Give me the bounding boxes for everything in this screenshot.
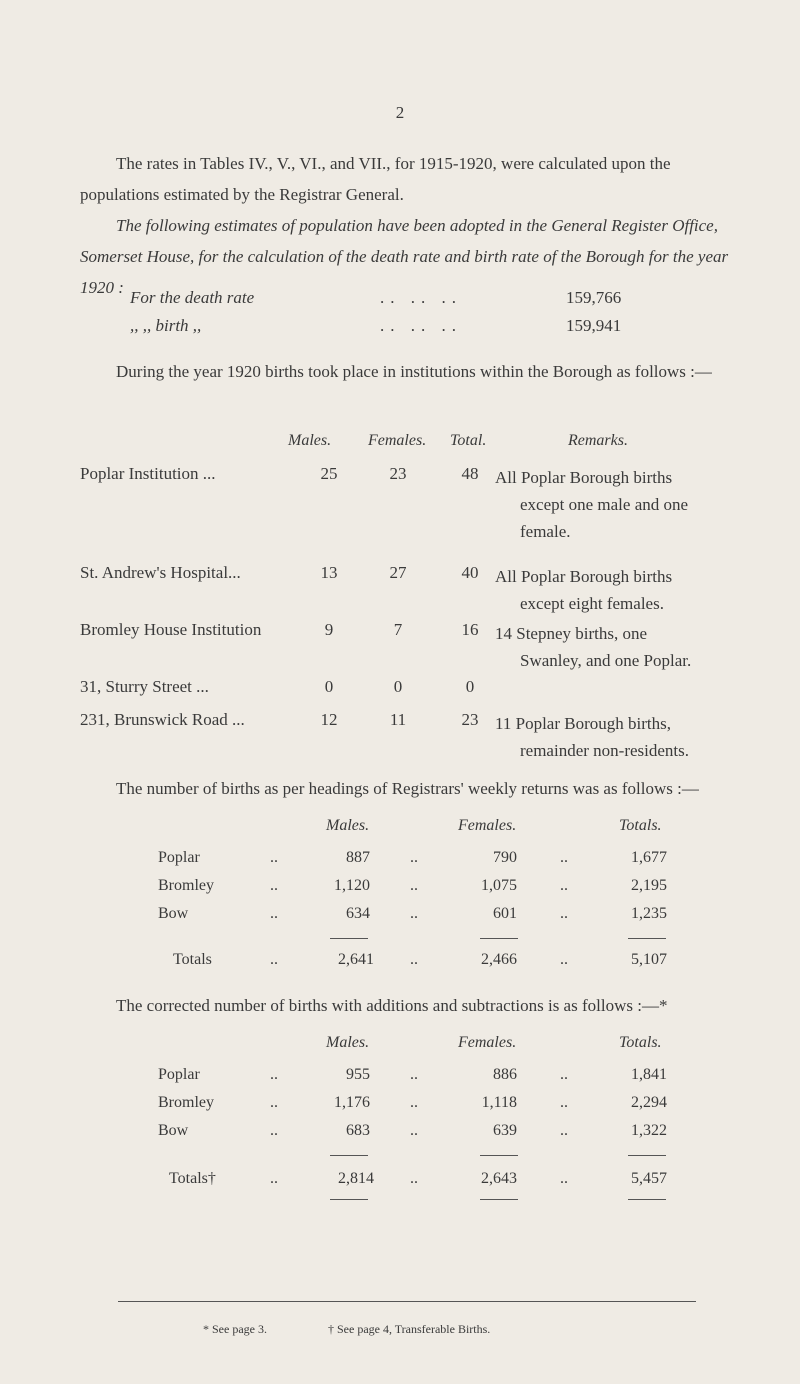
estimates-paragraph: The following estimates of population have been adopted in the General Register Office, Somerset House, for the calculation of the death rate and birth rate of the Borough for the year 1920 :: [80, 216, 729, 297]
cell-females: 1,118: [481, 1094, 517, 1111]
double-rule: [480, 1199, 518, 1200]
leader-dots: ..: [560, 1170, 568, 1187]
row-label: Totals†: [169, 1170, 216, 1187]
weekly-intro-paragraph: The number of births as per headings of Registrars' weekly returns was as follows :—: [116, 779, 699, 798]
row-label: Bromley: [158, 1094, 214, 1111]
cell-males: 1,176: [334, 1094, 370, 1111]
institution-remarks: [495, 710, 745, 764]
institution-males: 12: [320, 710, 338, 729]
institution-females: 23: [389, 464, 407, 483]
estimate-value: 159,941: [566, 316, 622, 335]
intro-paragraph: The rates in Tables IV., V., VI., and VII., for 1915-1920, were calculated upon the populations estimated by the Registrar General.: [80, 154, 671, 204]
institution-males: 13: [320, 563, 338, 582]
col-header-females: Females.: [458, 1034, 517, 1051]
cell-totals: 5,457: [631, 1170, 667, 1187]
cell-males: 1,120: [334, 877, 370, 894]
estimate-value: 159,766: [566, 288, 622, 307]
institution-total: 23: [461, 710, 479, 729]
header-total: Total.: [450, 432, 487, 449]
leader-dots: ..: [270, 1122, 278, 1139]
row-label: Poplar: [158, 849, 200, 866]
institution-females: 0: [393, 677, 403, 696]
page-number: 2: [395, 103, 405, 122]
remark-line: 14 Stepney births, one: [495, 624, 648, 643]
remark-line: except one male and one: [520, 495, 689, 514]
footnote-dagger: † See page 4, Transferable Births.: [328, 1322, 491, 1336]
leader-dots: ..: [560, 951, 568, 968]
institution-remarks: [495, 620, 745, 674]
corrected-intro-paragraph: The corrected number of births with additions and subtractions is as follows :—*: [116, 996, 668, 1015]
col-header-totals: Totals.: [619, 1034, 662, 1051]
institution-females: 11: [389, 710, 407, 729]
cell-males: 683: [346, 1122, 370, 1139]
leader-dots: ..: [410, 1170, 418, 1187]
births-intro-paragraph: During the year 1920 births took place in institutions within the Borough as follows :—: [116, 362, 712, 381]
leader-dots: ..: [270, 1170, 278, 1187]
leader-dots: ..: [270, 905, 278, 922]
sum-rule: [480, 1155, 518, 1156]
footnote-star: * See page 3.: [203, 1322, 267, 1336]
cell-females: 886: [493, 1066, 517, 1083]
leader-dots: ..: [410, 1122, 418, 1139]
remark-line: All Poplar Borough births: [495, 468, 673, 487]
cell-totals: 1,677: [631, 849, 667, 866]
institution-females: 27: [389, 563, 407, 582]
header-males: Males.: [288, 432, 332, 449]
institution-name: 31, Sturry Street ...: [80, 677, 209, 696]
cell-totals: 1,841: [631, 1066, 667, 1083]
row-label: Bow: [158, 905, 189, 922]
leader-dots: ..: [560, 1122, 568, 1139]
remark-line: remainder non-residents.: [520, 741, 689, 760]
col-header-males: Males.: [326, 1034, 370, 1051]
cell-females: 601: [493, 905, 517, 922]
col-header-males: Males.: [326, 817, 370, 834]
leader-dots: ..: [270, 1094, 278, 1111]
institution-name: Bromley House Institution: [80, 620, 262, 639]
leader-dots: ..: [410, 849, 418, 866]
institution-total: 16: [461, 620, 479, 639]
institution-total: 48: [461, 464, 479, 483]
col-header-females: Females.: [458, 817, 517, 834]
leader-dots: ..: [270, 951, 278, 968]
remark-line: female.: [520, 522, 571, 541]
leader-dots: ..: [410, 1094, 418, 1111]
cell-totals: 2,195: [631, 877, 667, 894]
footnote-divider: [118, 1301, 696, 1302]
sum-rule: [330, 1155, 368, 1156]
remark-line: All Poplar Borough births: [495, 567, 673, 586]
cell-males: 955: [346, 1066, 370, 1083]
leader-dots: ..: [560, 849, 568, 866]
leader-dots: ..: [560, 1066, 568, 1083]
remark-line: except eight females.: [520, 594, 664, 613]
cell-females: 2,643: [481, 1170, 517, 1187]
cell-males: 887: [346, 849, 370, 866]
institution-name: Poplar Institution ...: [80, 464, 216, 483]
row-label: Bow: [158, 1122, 189, 1139]
institution-name: 231, Brunswick Road ...: [80, 710, 245, 729]
col-header-totals: Totals.: [619, 817, 662, 834]
row-label: Totals: [173, 951, 212, 968]
row-label: Bromley: [158, 877, 214, 894]
leader-dots: .. .. ..: [380, 288, 462, 307]
cell-totals: 2,294: [631, 1094, 667, 1111]
estimate-death-rate: [130, 288, 690, 308]
institution-remarks: [495, 563, 745, 617]
double-rule: [330, 1199, 368, 1200]
leader-dots: ..: [270, 877, 278, 894]
institution-name: St. Andrew's Hospital...: [80, 563, 241, 582]
leader-dots: ..: [410, 877, 418, 894]
institution-males: 0: [324, 677, 334, 696]
header-females: Females.: [368, 432, 427, 449]
cell-totals: 5,107: [631, 951, 667, 968]
cell-males: 634: [346, 905, 370, 922]
leader-dots: ..: [410, 905, 418, 922]
institution-males: 25: [320, 464, 338, 483]
remark-line: Swanley, and one Poplar.: [520, 651, 692, 670]
cell-males: 2,814: [338, 1170, 374, 1187]
leader-dots: .. .. ..: [380, 316, 462, 335]
estimate-label: For the death rate: [130, 288, 255, 307]
institution-total: 0: [465, 677, 475, 696]
leader-dots: ..: [560, 905, 568, 922]
sum-rule: [628, 1155, 666, 1156]
leader-dots: ..: [270, 1066, 278, 1083]
leader-dots: ..: [410, 1066, 418, 1083]
header-remarks: Remarks.: [568, 432, 628, 449]
sum-rule: [330, 938, 368, 939]
leader-dots: ..: [560, 877, 568, 894]
cell-females: 1,075: [481, 877, 517, 894]
institution-females: 7: [393, 620, 403, 639]
cell-females: 2,466: [481, 951, 517, 968]
double-rule: [628, 1199, 666, 1200]
sum-rule: [480, 938, 518, 939]
institution-males: 9: [324, 620, 334, 639]
cell-totals: 1,235: [631, 905, 667, 922]
estimate-birth-rate: [130, 316, 690, 336]
leader-dots: ..: [410, 951, 418, 968]
sum-rule: [628, 938, 666, 939]
leader-dots: ..: [560, 1094, 568, 1111]
cell-males: 2,641: [338, 951, 374, 968]
cell-totals: 1,322: [631, 1122, 667, 1139]
row-label: Poplar: [158, 1066, 200, 1083]
cell-females: 790: [493, 849, 517, 866]
estimate-label: ,, ,, birth ,,: [130, 316, 202, 335]
institution-total: 40: [461, 563, 479, 582]
institution-remarks: [495, 464, 745, 545]
remark-line: 11 Poplar Borough births,: [495, 714, 671, 733]
leader-dots: ..: [270, 849, 278, 866]
cell-females: 639: [493, 1122, 517, 1139]
